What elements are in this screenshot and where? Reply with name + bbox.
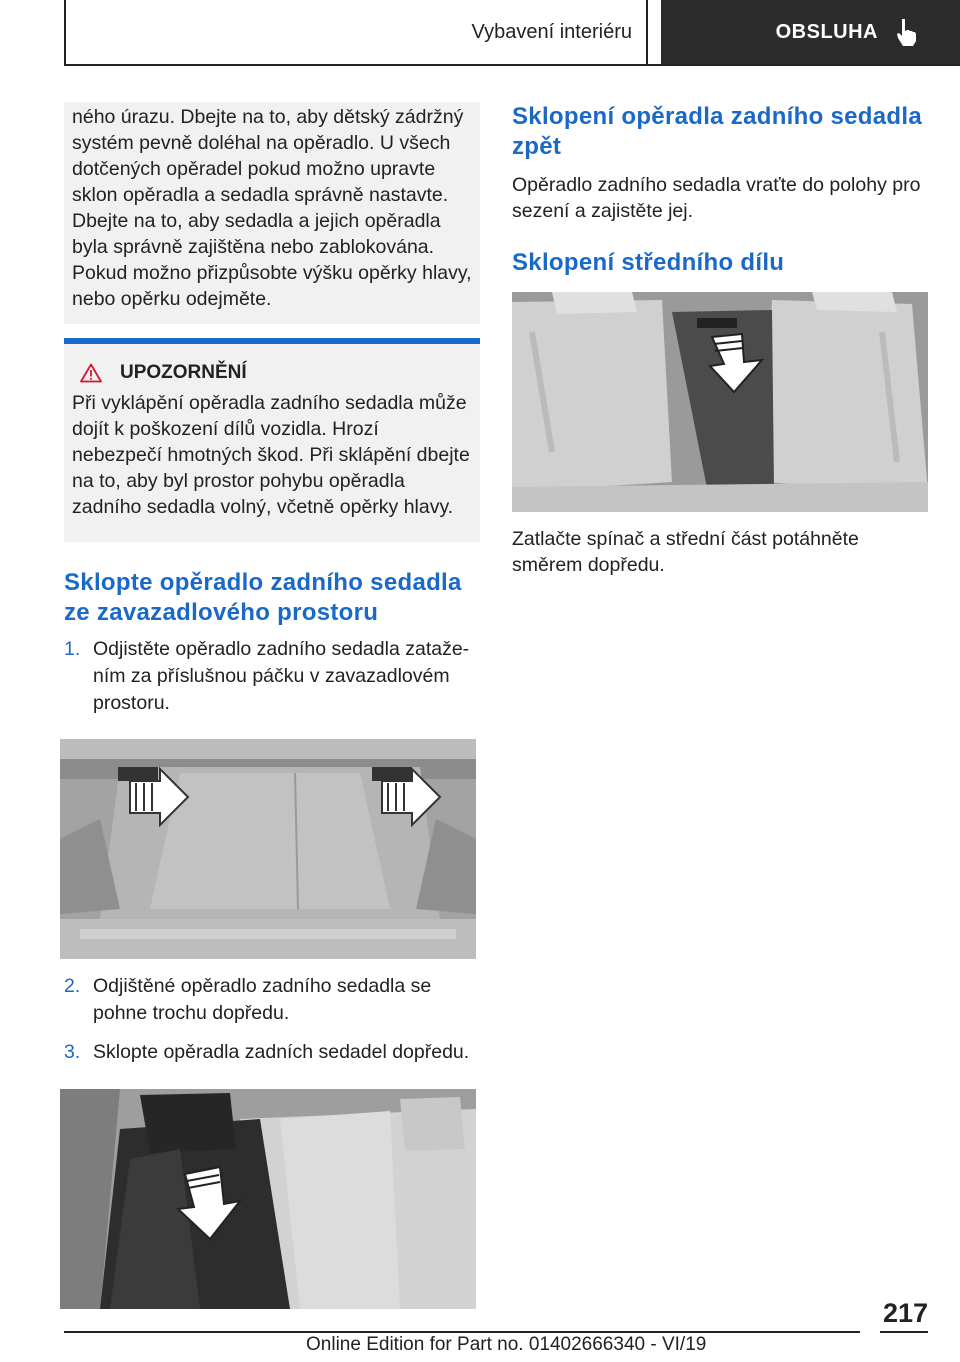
warning-box — [64, 338, 480, 542]
warning-title: UPOZORNĚNÍ — [120, 362, 247, 383]
footer-rule — [64, 1331, 860, 1333]
safety-note-text: ného úrazu. Dbejte na to, aby dětský zádržný systém pevně doléhal na opěradlo. U všech dotčených opěradel pokud možno upravte sklon opěradla a sedadla správně nastavte. Dbejte na to, aby sedadla a jejich opěradla byla správně zajištěna nebo zablokována. Pokud možno přizpůsobte výšku opěrky hlavy, nebo opěrku odejměte. — [72, 106, 472, 310]
page-number: 217 — [882, 1298, 928, 1328]
section-heading-middle-part: Sklopení středního dílu — [512, 249, 785, 276]
chapter-tab[interactable] — [661, 0, 960, 64]
seat-fold-illustration — [60, 1089, 476, 1309]
middle-part-illustration — [512, 292, 928, 512]
chapter-title: OBSLUHA — [775, 20, 878, 43]
header-rule — [64, 64, 960, 66]
right-column — [512, 102, 928, 578]
fold-back-text: Opěradlo zadního sedadla vraťte do polohy pro sezení a zajistěte jej. — [512, 174, 921, 222]
step-number: 3. — [64, 1041, 81, 1063]
footer-edition: Online Edition for Part no. 01402666340 - VI/19 — [306, 1334, 707, 1355]
left-column — [64, 102, 480, 1309]
footer-rule-right — [880, 1331, 928, 1333]
step-3 — [64, 1039, 480, 1066]
section-heading-trunk: Sklopte opěradlo zadního sedadla ze zavazadlového prostoru — [64, 569, 462, 626]
section-title — [66, 0, 648, 64]
section-title-text: Vybavení interiéru — [471, 20, 632, 43]
section-heading-fold-back: Sklopení opěradla zadního sedadla zpět — [512, 103, 922, 160]
step-2 — [64, 973, 480, 1027]
pointing-hand-icon — [894, 17, 920, 47]
step-text: Sklopte opěradla zadních sedadel dopředu. — [93, 1041, 470, 1063]
warning-triangle-icon — [80, 363, 102, 383]
step-text: Odjistěte opěradlo zadního sedadla zatažením za příslušnou páčku v zavazadlovém prostoru. — [93, 638, 470, 714]
safety-note-box — [64, 102, 480, 324]
trunk-figure-svg — [60, 739, 476, 959]
warning-text: Při vyklápění opěradla zadního sedadla může dojít k poškození dílů vozidla. Hrozí nebezpečí hmotných škod. Při sklápění dbejte na to, aby byl prostor pohybu opěradla zadního sedadla volný, včetně opěrky hlavy. — [72, 392, 470, 518]
middle-part-caption: Zatlačte spínač a střední část potáhněte směrem dopředu. — [512, 528, 859, 576]
step-number: 1. — [64, 638, 81, 660]
trunk-illustration — [60, 739, 476, 959]
step-number: 2. — [64, 975, 81, 997]
seat-figure-svg — [60, 1089, 476, 1309]
warning-title-row — [72, 360, 472, 386]
step-1 — [64, 636, 480, 717]
middle-figure-svg — [512, 292, 928, 512]
step-text: Odjištěné opěradlo zadního sedadla se pohne trochu dopředu. — [93, 975, 432, 1024]
